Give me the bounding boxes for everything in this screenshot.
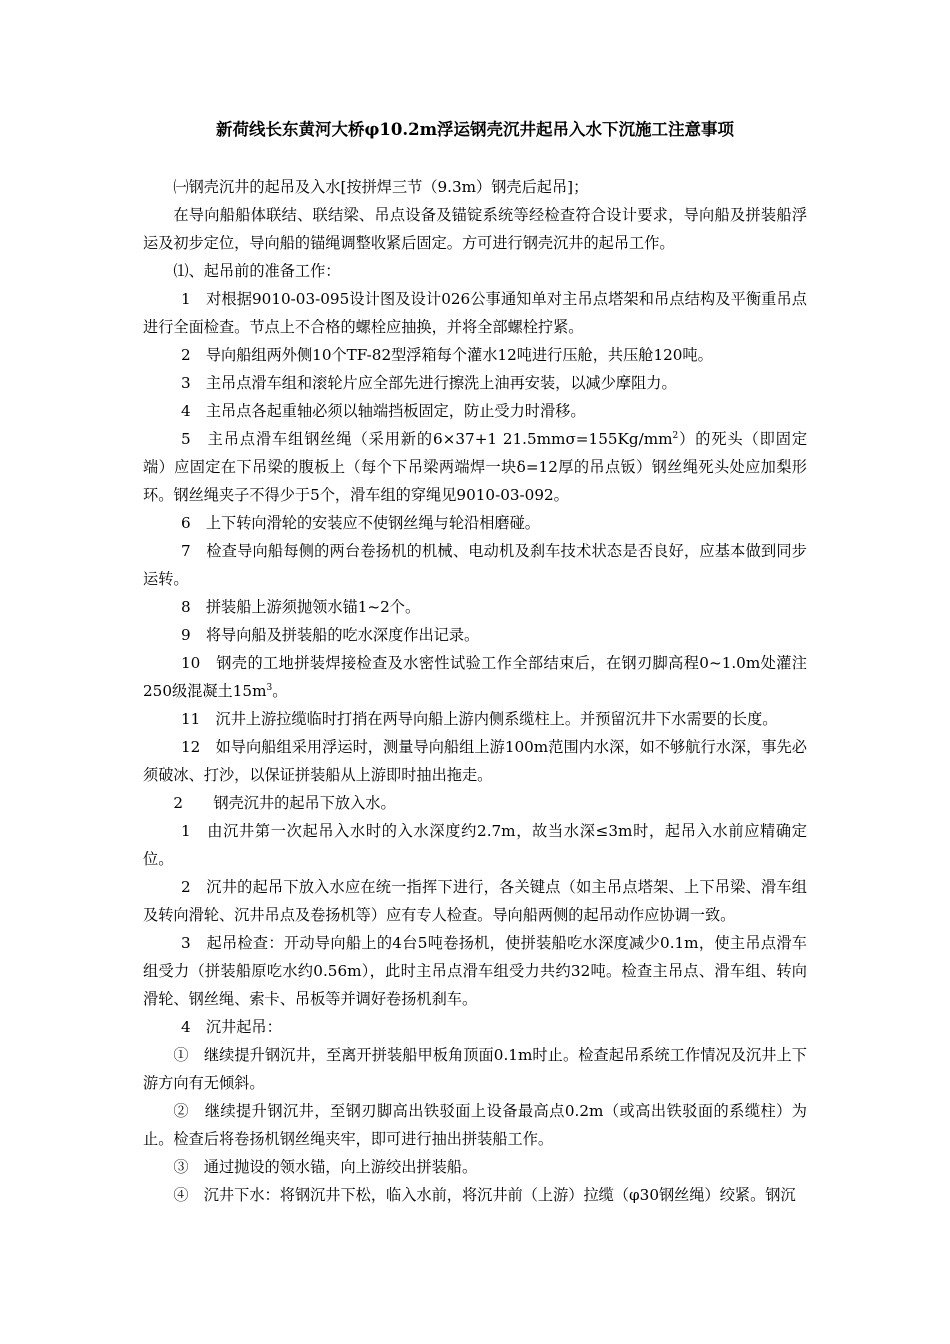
document-body (143, 173, 807, 1209)
paragraph-text: 5 主吊点滑车组钢丝绳（采用新的6×37+1 21.5mmσ=155Kg/mm (181, 430, 673, 448)
paragraph: 4 主吊点各起重轴必须以轴端挡板固定，防止受力时滑移。 (181, 402, 586, 420)
paragraph: 3 起吊检查：开动导向船上的4台5吨卷扬机，使拼装船吃水深度减少0.1m，使主吊点滑车组受力（拼装船原吃水约0.56m），此时主吊点滑车组受力共约32吨。检查主吊点、滑车组、转向滑轮、钢丝绳、索卡、吊板等并调好卷扬机刹车。 (143, 934, 807, 1008)
paragraph: 7 检查导向船每侧的两台卷扬机的机械、电动机及刹车技术状态是否良好，应基本做到同步运转。 (143, 542, 807, 588)
paragraph: 1 由沉井第一次起吊入水时的入水深度约2.7m，故当水深≤3m时，起吊入水前应精确定位。 (143, 822, 807, 868)
paragraph: 在导向船船体联结、联结梁、吊点设备及锚锭系统等经检查符合设计要求，导向船及拼装船浮运及初步定位，导向船的锚绳调整收紧后固定。方可进行钢壳沉井的起吊工作。 (143, 206, 807, 252)
paragraph: ⑴、起吊前的准备工作： (173, 262, 341, 280)
paragraph: ④ 沉井下水：将钢沉井下松，临入水前，将沉井前（上游）拉缆（φ30钢丝绳）绞紧。钢沉 (173, 1186, 796, 1204)
paragraph: 2 导向船组两外侧10个TF-82型浮箱每个灌水12吨进行压舱，共压舱120吨。 (181, 346, 713, 364)
document-title: 新荷线长东黄河大桥φ10.2m浮运钢壳沉井起吊入水下沉施工注意事项 (215, 120, 735, 139)
paragraph: ② 继续提升钢沉井，至钢刃脚高出铁驳面上设备最高点0.2m（或高出铁驳面的系缆柱）为止。检查后将卷扬机钢丝绳夹牢，即可进行抽出拼装船工作。 (143, 1102, 807, 1148)
paragraph: ③ 通过抛设的领水锚，向上游绞出拼装船。 (173, 1158, 478, 1176)
paragraph-text: 10 钢壳的工地拼装焊接检查及水密性试验工作全部结束后，在钢刃脚高程0~1.0m处灌注250级混凝土15m (143, 654, 807, 700)
superscript: 2 (672, 430, 679, 441)
paragraph: 9 将导向船及拼装船的吃水深度作出记录。 (181, 626, 480, 644)
paragraph: ① 继续提升钢沉井，至离开拼装船甲板角顶面0.1m时止。检查起吊系统工作情况及沉井上下游方向有无倾斜。 (143, 1046, 807, 1092)
paragraph (143, 649, 807, 705)
superscript: 3 (266, 682, 273, 693)
paragraph: 4 沉井起吊： (181, 1018, 282, 1036)
paragraph: 11 沉井上游拉缆临时打捎在两导向船上游内侧系缆柱上。并预留沉井下水需要的长度。 (181, 710, 778, 728)
paragraph: 3 主吊点滑车组和滚轮片应全部先进行擦洗上油再安装，以减少摩阻力。 (181, 374, 677, 392)
paragraph: 6 上下转向滑轮的安装应不使钢丝绳与轮沿相磨碰。 (181, 514, 540, 532)
paragraph: 2 沉井的起吊下放入水应在统一指挥下进行，各关键点（如主吊点塔架、上下吊梁、滑车组及转向滑轮、沉井吊点及卷扬机等）应有专人检查。导向船两侧的起吊动作应协调一致。 (143, 878, 807, 924)
paragraph: 2 钢壳沉井的起吊下放入水。 (173, 794, 396, 812)
paragraph: ㈠钢壳沉井的起吊及入水[按拼焊三节（9.3m）钢壳后起吊]； (173, 178, 589, 196)
paragraph-text: 。 (272, 682, 288, 700)
paragraph: 1 对根据9010-03-095设计图及设计026公事通知单对主吊点塔架和吊点结构及平衡重吊点进行全面检查。节点上不合格的螺栓应抽换，并将全部螺栓拧紧。 (143, 290, 807, 336)
paragraph: 12 如导向船组采用浮运时，测量导向船组上游100m范围内水深，如不够航行水深，事先必须破冰、打沙，以保证拼装船从上游即时抽出拖走。 (143, 738, 807, 784)
paragraph-text: ）的死头（即固定端）应固定在下吊梁的腹板上（每个下吊梁两端焊一块δ=12厚的吊点钣）钢丝绳死头处应加梨形环。钢丝绳夹子不得少于5个，滑车组的穿绳见9010-03-092。 (143, 430, 808, 504)
paragraph: 8 拼装船上游须抛领水锚1~2个。 (181, 598, 421, 616)
paragraph (143, 425, 807, 509)
